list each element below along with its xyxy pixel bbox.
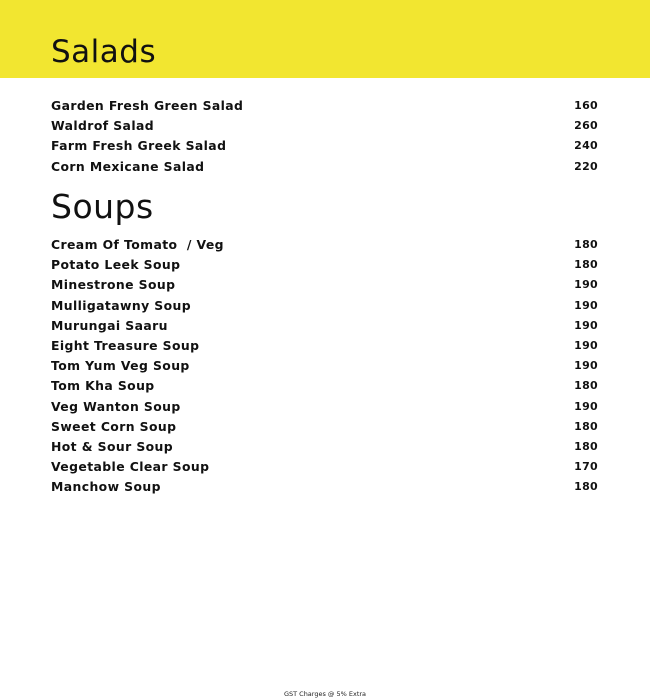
item-price: 190 (574, 338, 598, 352)
menu-item (51, 296, 598, 316)
item-price: 180 (574, 439, 598, 453)
menu-item (51, 96, 598, 116)
item-name: Tom Kha Soup (51, 378, 155, 394)
item-price: 180 (574, 258, 598, 272)
menu-item (51, 457, 598, 477)
item-name: Mulligatawny Soup (51, 297, 191, 313)
item-name: Sweet Corn Soup (51, 418, 177, 434)
item-price: 180 (574, 480, 598, 494)
item-name: Veg Wanton Soup (51, 398, 181, 414)
item-price: 220 (574, 159, 598, 173)
item-name: Manchow Soup (51, 479, 161, 495)
menu-item (51, 356, 598, 376)
section-title-salads: Salads (51, 34, 157, 70)
item-name: Potato Leek Soup (51, 257, 181, 273)
item-price: 240 (574, 139, 598, 153)
item-name: Vegetable Clear Soup (51, 459, 210, 475)
item-name: Hot & Sour Soup (51, 438, 174, 454)
item-name: Cream Of Tomato / Veg (51, 237, 224, 252)
menu-item (51, 275, 598, 295)
item-price: 180 (574, 238, 598, 251)
item-name: Tom Yum Veg Soup (51, 358, 190, 374)
menu-item (51, 136, 598, 156)
soups-list (51, 235, 598, 497)
menu-item (51, 316, 598, 336)
item-name: Murungai Saaru (51, 317, 168, 333)
salads-list (51, 96, 598, 177)
item-price: 190 (574, 399, 598, 413)
item-price: 180 (574, 379, 598, 393)
item-name: Waldrof Salad (51, 118, 154, 134)
item-name: Farm Fresh Greek Salad (51, 138, 227, 154)
menu-item (51, 157, 598, 177)
item-name: Minestrone Soup (51, 277, 176, 293)
item-price: 190 (574, 278, 598, 292)
item-price: 260 (574, 119, 598, 133)
menu-item (51, 417, 598, 437)
section-title-soups: Soups (51, 187, 154, 226)
menu-item (51, 336, 598, 356)
item-price: 190 (574, 318, 598, 332)
item-name: Eight Treasure Soup (51, 337, 200, 353)
menu-item (51, 116, 598, 136)
menu-item (51, 235, 598, 255)
menu-item (51, 255, 598, 275)
item-price: 170 (574, 460, 598, 474)
item-price: 190 (574, 298, 598, 312)
item-price: 190 (574, 359, 598, 373)
menu-item (51, 397, 598, 417)
item-name: Garden Fresh Green Salad (51, 98, 244, 113)
item-price: 160 (574, 99, 598, 112)
gst-note: GST Charges @ 5% Extra (283, 690, 367, 698)
item-name: Corn Mexicane Salad (51, 158, 205, 174)
menu-item (51, 437, 598, 457)
menu-item (51, 376, 598, 396)
menu-item (51, 477, 598, 497)
item-price: 180 (574, 419, 598, 433)
